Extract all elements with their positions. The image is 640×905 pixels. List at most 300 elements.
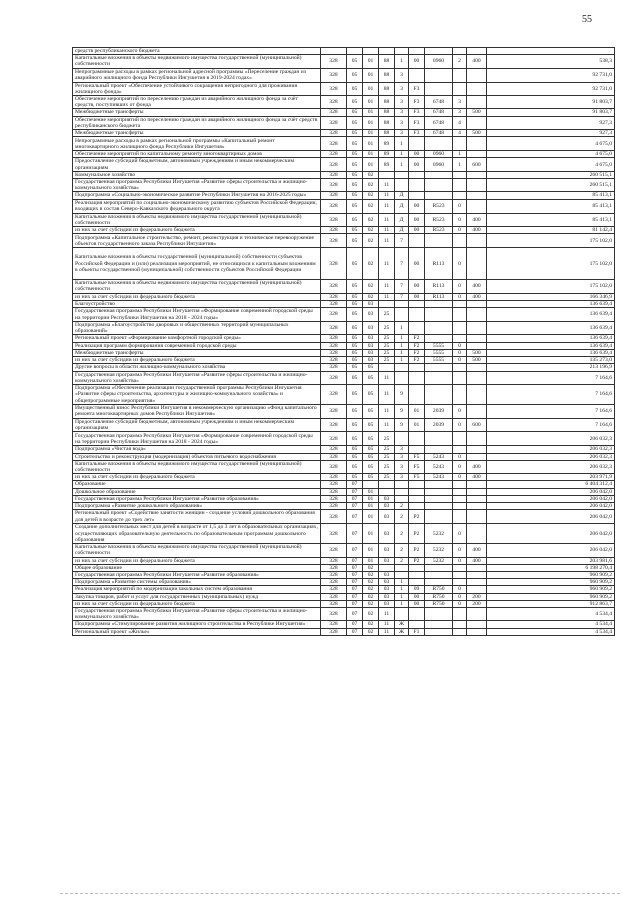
cell-name: из них за счет субсидии из федерального бюджета: [73, 227, 321, 234]
cell-cs1: 11: [379, 192, 395, 199]
cell-sum: 91 803,7: [487, 109, 615, 116]
table-row: [73, 248, 615, 280]
cell-vr: [453, 481, 467, 488]
cell-rz: 05: [347, 199, 363, 213]
cell-rz: 07: [347, 544, 363, 557]
cell-vr: 0: [453, 280, 467, 293]
cell-cs4: [425, 621, 453, 628]
cell-name: Межбюджетные трансферты: [73, 349, 321, 356]
cell-sum: 4 675,0: [487, 137, 615, 151]
cell-vr2: [467, 453, 487, 460]
cell-rz: 05: [347, 418, 363, 431]
cell-name: Имущественный взнос Республики Ингушетия в некоммерческую организацию «Фонд капитального ремонта многоквартирных домов Республики Ингушетия»: [73, 404, 321, 418]
cell-name: Подпрограмма «Капитальное строительство, ремонт, реконструкция и техническое перевооружение объектов государственного заказа Республики Ингушетия»: [73, 234, 321, 248]
cell-sum: 7 164,6: [487, 371, 615, 384]
cell-sum: 206 042,0: [487, 544, 615, 557]
cell-vr2: [467, 571, 487, 578]
cell-vr2: [467, 308, 487, 322]
cell-cs2: Д: [395, 213, 409, 226]
cell-vr2: [467, 234, 487, 248]
cell-pr: 02: [363, 248, 379, 280]
cell-rz: [347, 48, 363, 55]
cell-rz: 07: [347, 579, 363, 586]
cell-sum: 538,3: [487, 55, 615, 68]
cell-cs3: P2: [409, 510, 425, 524]
cell-vr: [453, 621, 467, 628]
cell-pr: 02: [363, 579, 379, 586]
cell-cs2: [395, 364, 409, 371]
cell-cs3: [409, 48, 425, 55]
cell-ved: 328: [321, 495, 347, 502]
cell-sum: 260 515,1: [487, 179, 615, 192]
cell-vr2: 200: [467, 600, 487, 607]
cell-cs2: Д: [395, 192, 409, 199]
cell-name: Подпрограмма «Благоустройство дворовых и общественных территорий муниципальных образований»: [73, 322, 321, 335]
cell-cs4: 5243: [425, 453, 453, 460]
cell-cs1: 11: [379, 371, 395, 384]
cell-sum: 927,3: [487, 130, 615, 137]
cell-vr2: 400: [467, 227, 487, 234]
cell-cs4: [425, 488, 453, 495]
cell-cs4: 5232: [425, 544, 453, 557]
cell-vr2: 600: [467, 158, 487, 171]
table-row: [73, 48, 615, 55]
cell-name: Межбюджетные трансферты: [73, 109, 321, 116]
cell-vr: 0: [453, 404, 467, 418]
cell-cs1: 03: [379, 544, 395, 557]
cell-cs4: 5555: [425, 349, 453, 356]
cell-pr: 02: [363, 280, 379, 293]
cell-sum: 136 639,4: [487, 300, 615, 307]
cell-cs3: [409, 137, 425, 151]
table-row: [73, 234, 615, 248]
cell-cs2: [395, 300, 409, 307]
cell-sum: 136 639,4: [487, 335, 615, 342]
cell-sum: 7 164,6: [487, 418, 615, 431]
cell-cs4: R750: [425, 600, 453, 607]
cell-cs1: 88: [379, 109, 395, 116]
cell-cs1: [379, 48, 395, 55]
cell-name: Предоставление субсидий бюджетным, автономным учреждениям и иным некоммерческим организациям: [73, 418, 321, 431]
cell-cs4: 5555: [425, 342, 453, 349]
cell-pr: 01: [363, 130, 379, 137]
cell-sum: 206 042,0: [487, 510, 615, 524]
cell-name: Создание дополнительных мест для детей в возрасте от 1,5 до 3 лет в образовательных организациях, осуществляющих образовательную деятельность по образовательным программам дошкольного образования: [73, 524, 321, 544]
table-row: [73, 280, 615, 293]
cell-cs2: 1: [395, 357, 409, 364]
cell-cs3: [409, 234, 425, 248]
cell-ved: 328: [321, 357, 347, 364]
cell-pr: 02: [363, 607, 379, 620]
cell-cs4: [425, 564, 453, 571]
cell-vr2: [467, 179, 487, 192]
cell-cs4: [425, 179, 453, 192]
cell-name: Реализация программ формирования современной городской среды: [73, 342, 321, 349]
cell-vr2: [467, 579, 487, 586]
cell-cs3: [409, 384, 425, 404]
cell-vr: 0: [453, 453, 467, 460]
cell-cs2: [395, 564, 409, 571]
cell-rz: 05: [347, 474, 363, 481]
cell-cs4: [425, 300, 453, 307]
cell-cs3: F2: [409, 349, 425, 356]
cell-rz: 05: [347, 68, 363, 82]
table-row: [73, 55, 615, 68]
cell-vr2: [467, 384, 487, 404]
cell-pr: 01: [363, 116, 379, 129]
cell-cs1: 25: [379, 446, 395, 453]
cell-ved: 328: [321, 621, 347, 628]
cell-ved: 328: [321, 364, 347, 371]
cell-ved: 328: [321, 628, 347, 635]
cell-name: Капитальные вложения в объекты недвижимого имущества государственной (муниципальной) собственности: [73, 544, 321, 557]
cell-cs2: 9: [395, 418, 409, 431]
cell-vr: [453, 192, 467, 199]
cell-vr: 0: [453, 557, 467, 564]
cell-name: Подпрограмма «Обеспечение реализации государственной программы Республики Ингушетия «Развитие сферы строительства, архитектуры и жилищно-коммунального хозяйства» и общепрограммные мероприятия»: [73, 384, 321, 404]
cell-cs3: F2: [409, 335, 425, 342]
cell-cs4: [425, 495, 453, 502]
table-row: [73, 432, 615, 446]
table-row: [73, 364, 615, 371]
cell-cs1: 25: [379, 322, 395, 335]
cell-rz: 07: [347, 607, 363, 620]
cell-pr: 05: [363, 371, 379, 384]
cell-name: Обеспечение мероприятий по переселению граждан из аварийного жилищного фонда за счёт средств, поступивших от фонда: [73, 96, 321, 109]
cell-vr: 1: [453, 158, 467, 171]
cell-vr2: [467, 300, 487, 307]
cell-sum: 136 639,4: [487, 322, 615, 335]
cell-cs1: 11: [379, 418, 395, 431]
cell-sum: 206 032,3: [487, 432, 615, 446]
cell-pr: 05: [363, 446, 379, 453]
cell-vr2: [467, 488, 487, 495]
cell-vr: 1: [453, 151, 467, 158]
cell-cs1: 11: [379, 384, 395, 404]
cell-cs4: [425, 579, 453, 586]
cell-cs4: 5232: [425, 524, 453, 544]
cell-cs1: 03: [379, 510, 395, 524]
cell-sum: 85 413,1: [487, 192, 615, 199]
cell-vr2: 400: [467, 474, 487, 481]
cell-pr: 01: [363, 55, 379, 68]
cell-name: Благоустройство: [73, 300, 321, 307]
cell-rz: 07: [347, 481, 363, 488]
cell-vr2: [467, 199, 487, 213]
cell-name: Образование: [73, 481, 321, 488]
cell-vr: 0: [453, 199, 467, 213]
cell-name: Региональный проект «Обеспечение устойчивого сокращения непригодного для проживания жилищного фонда»: [73, 82, 321, 95]
cell-ved: 328: [321, 227, 347, 234]
cell-cs2: 1: [395, 335, 409, 342]
cell-vr2: [467, 371, 487, 384]
cell-cs4: [425, 571, 453, 578]
cell-cs1: 11: [379, 280, 395, 293]
cell-pr: 02: [363, 234, 379, 248]
cell-vr2: 400: [467, 213, 487, 226]
cell-sum: 85 413,1: [487, 213, 615, 226]
cell-rz: 07: [347, 593, 363, 600]
cell-sum: 92 731,0: [487, 82, 615, 95]
cell-rz: 07: [347, 510, 363, 524]
cell-name: Государственная программа Республики Ингушетия «Развитие образования»: [73, 571, 321, 578]
cell-pr: [363, 48, 379, 55]
cell-cs3: [409, 192, 425, 199]
cell-cs3: F3: [409, 116, 425, 129]
table-row: [73, 607, 615, 620]
cell-vr: 0: [453, 460, 467, 473]
cell-vr2: [467, 116, 487, 129]
cell-rz: 05: [347, 116, 363, 129]
cell-vr2: 500: [467, 109, 487, 116]
cell-sum: 4 675,0: [487, 151, 615, 158]
cell-rz: 05: [347, 293, 363, 300]
cell-vr: [453, 432, 467, 446]
cell-cs2: 3: [395, 453, 409, 460]
cell-ved: 328: [321, 248, 347, 280]
cell-name: Государственная программа Республики Ингушетия «Развитие сферы строительства и жилищно-коммунального хозяйства»: [73, 607, 321, 620]
cell-cs4: [425, 322, 453, 335]
cell-vr2: [467, 82, 487, 95]
cell-cs1: 25: [379, 349, 395, 356]
cell-cs1: 11: [379, 628, 395, 635]
budget-table: [72, 47, 615, 636]
cell-ved: 328: [321, 171, 347, 178]
cell-rz: 05: [347, 171, 363, 178]
cell-vr: 0: [453, 544, 467, 557]
table-row: [73, 488, 615, 495]
cell-vr2: 500: [467, 349, 487, 356]
cell-ved: 328: [321, 579, 347, 586]
cell-vr: 0: [453, 349, 467, 356]
cell-cs1: 03: [379, 524, 395, 544]
cell-sum: 260 515,1: [487, 171, 615, 178]
cell-cs1: 03: [379, 557, 395, 564]
cell-cs1: 89: [379, 137, 395, 151]
cell-vr2: [467, 335, 487, 342]
cell-name: из них за счет субсидии из федерального бюджета: [73, 474, 321, 481]
cell-vr2: [467, 68, 487, 82]
cell-pr: 01: [363, 488, 379, 495]
cell-cs2: [395, 488, 409, 495]
cell-sum: 206 032,3: [487, 446, 615, 453]
cell-sum: 4 534,4: [487, 607, 615, 620]
table-row: [73, 404, 615, 418]
cell-cs2: 7: [395, 234, 409, 248]
cell-cs1: 25: [379, 432, 395, 446]
cell-cs2: [395, 171, 409, 178]
cell-cs1: 03: [379, 600, 395, 607]
cell-ved: 328: [321, 179, 347, 192]
cell-cs1: 88: [379, 116, 395, 129]
cell-cs4: [425, 432, 453, 446]
cell-sum: 213 196,9: [487, 364, 615, 371]
cell-cs1: 88: [379, 82, 395, 95]
cell-cs2: 3: [395, 460, 409, 473]
cell-pr: 02: [363, 593, 379, 600]
cell-cs2: [395, 48, 409, 55]
cell-sum: 960 909,2: [487, 571, 615, 578]
cell-pr: 02: [363, 600, 379, 607]
cell-sum: 166 346,9: [487, 293, 615, 300]
cell-rz: 05: [347, 404, 363, 418]
cell-cs3: [409, 179, 425, 192]
page-number: 55: [582, 14, 592, 25]
cell-cs2: [395, 571, 409, 578]
cell-vr2: [467, 502, 487, 509]
cell-pr: 02: [363, 213, 379, 226]
cell-cs1: 89: [379, 151, 395, 158]
cell-cs4: R750: [425, 593, 453, 600]
cell-cs4: [425, 607, 453, 620]
cell-sum: 6 404 312,4: [487, 481, 615, 488]
cell-vr2: 400: [467, 460, 487, 473]
cell-vr: [453, 488, 467, 495]
cell-cs4: [425, 628, 453, 635]
cell-ved: 328: [321, 432, 347, 446]
cell-name: Капитальные вложения в объекты недвижимого имущества государственной (муниципальной) собственности: [73, 460, 321, 473]
cell-pr: 01: [363, 68, 379, 82]
cell-ved: 328: [321, 593, 347, 600]
cell-cs1: [379, 300, 395, 307]
cell-name: Подпрограмма «Развитие дошкольного образования»: [73, 502, 321, 509]
cell-cs3: 00: [409, 213, 425, 226]
cell-vr: [453, 607, 467, 620]
table-row: [73, 510, 615, 524]
cell-pr: [363, 481, 379, 488]
cell-cs4: R113: [425, 248, 453, 280]
cell-cs1: 11: [379, 199, 395, 213]
cell-pr: 02: [363, 192, 379, 199]
cell-cs1: 03: [379, 502, 395, 509]
cell-rz: 07: [347, 628, 363, 635]
table-row: [73, 628, 615, 635]
cell-vr: [453, 48, 467, 55]
cell-cs4: 0960: [425, 55, 453, 68]
cell-pr: 05: [363, 453, 379, 460]
cell-pr: 05: [363, 460, 379, 473]
cell-rz: 05: [347, 179, 363, 192]
cell-pr: 01: [363, 524, 379, 544]
cell-cs2: 1: [395, 579, 409, 586]
cell-cs1: 11: [379, 404, 395, 418]
cell-cs4: 0960: [425, 158, 453, 171]
cell-cs3: F3: [409, 82, 425, 95]
cell-cs3: F3: [409, 130, 425, 137]
cell-ved: 328: [321, 335, 347, 342]
cell-ved: 328: [321, 55, 347, 68]
cell-cs4: 5243: [425, 474, 453, 481]
cell-ved: 328: [321, 418, 347, 431]
cell-pr: 02: [363, 571, 379, 578]
cell-vr2: 400: [467, 544, 487, 557]
cell-vr: 0: [453, 593, 467, 600]
cell-vr2: 400: [467, 55, 487, 68]
cell-ved: [321, 48, 347, 55]
table-row: [73, 371, 615, 384]
cell-vr2: [467, 446, 487, 453]
table-row: [73, 600, 615, 607]
cell-cs3: P2: [409, 557, 425, 564]
cell-cs2: [395, 432, 409, 446]
cell-ved: 328: [321, 308, 347, 322]
cell-sum: 206 042,0: [487, 488, 615, 495]
cell-pr: 02: [363, 586, 379, 593]
cell-vr: [453, 510, 467, 524]
cell-cs3: F5: [409, 460, 425, 473]
cell-sum: [487, 48, 615, 55]
cell-sum: 7 164,6: [487, 404, 615, 418]
cell-cs2: 1: [395, 342, 409, 349]
cell-pr: 03: [363, 349, 379, 356]
cell-ved: 328: [321, 453, 347, 460]
cell-pr: 01: [363, 151, 379, 158]
cell-rz: 05: [347, 349, 363, 356]
cell-cs1: [379, 364, 395, 371]
cell-rz: 07: [347, 571, 363, 578]
cell-sum: 206 032,3: [487, 460, 615, 473]
cell-vr2: 500: [467, 130, 487, 137]
cell-name: Другие вопросы в области жилищно-коммунального хозяйства: [73, 364, 321, 371]
cell-name: Подпрограмма «Чистая вода»: [73, 446, 321, 453]
cell-cs4: [425, 234, 453, 248]
cell-pr: 05: [363, 432, 379, 446]
cell-vr: [453, 579, 467, 586]
cell-cs1: [379, 481, 395, 488]
cell-name: Непрограммные расходы в рамках региональной адресной программы «Переселение граждан из аварийного жилищного фонда Республики Ингушетия в 2019-2024 годах»: [73, 68, 321, 82]
cell-ved: 328: [321, 199, 347, 213]
cell-cs1: 11: [379, 234, 395, 248]
cell-pr: 03: [363, 357, 379, 364]
cell-rz: 07: [347, 495, 363, 502]
cell-ved: 328: [321, 564, 347, 571]
cell-cs4: 6748: [425, 116, 453, 129]
cell-name: из них за счет субсидии из федерального бюджета: [73, 600, 321, 607]
cell-sum: 206 032,3: [487, 453, 615, 460]
cell-cs3: 00: [409, 227, 425, 234]
cell-pr: 03: [363, 322, 379, 335]
cell-name: Реализация мероприятий по модернизации школьных систем образования: [73, 586, 321, 593]
cell-cs2: 2: [395, 524, 409, 544]
cell-rz: 05: [347, 82, 363, 95]
cell-vr2: [467, 628, 487, 635]
cell-ved: 328: [321, 446, 347, 453]
table-row: [73, 293, 615, 300]
cell-sum: 175 102,0: [487, 280, 615, 293]
table-row: [73, 544, 615, 557]
cell-sum: 7 164,6: [487, 384, 615, 404]
table-row: [73, 564, 615, 571]
cell-vr: 0: [453, 357, 467, 364]
cell-vr2: 200: [467, 593, 487, 600]
cell-cs4: 6748: [425, 96, 453, 109]
cell-cs4: 2039: [425, 404, 453, 418]
cell-cs1: 25: [379, 453, 395, 460]
cell-cs3: [409, 171, 425, 178]
cell-cs4: [425, 171, 453, 178]
cell-rz: 07: [347, 586, 363, 593]
cell-vr2: [467, 564, 487, 571]
cell-cs1: 25: [379, 357, 395, 364]
cell-ved: 328: [321, 349, 347, 356]
cell-cs4: [425, 384, 453, 404]
cell-sum: 136 639,4: [487, 308, 615, 322]
cell-vr2: 400: [467, 280, 487, 293]
cell-pr: 03: [363, 335, 379, 342]
cell-cs1: [379, 564, 395, 571]
cell-vr2: [467, 171, 487, 178]
cell-name: Государственная программа Республики Ингушетия «Развитие сферы строительства и жилищно-коммунального хозяйства»: [73, 179, 321, 192]
